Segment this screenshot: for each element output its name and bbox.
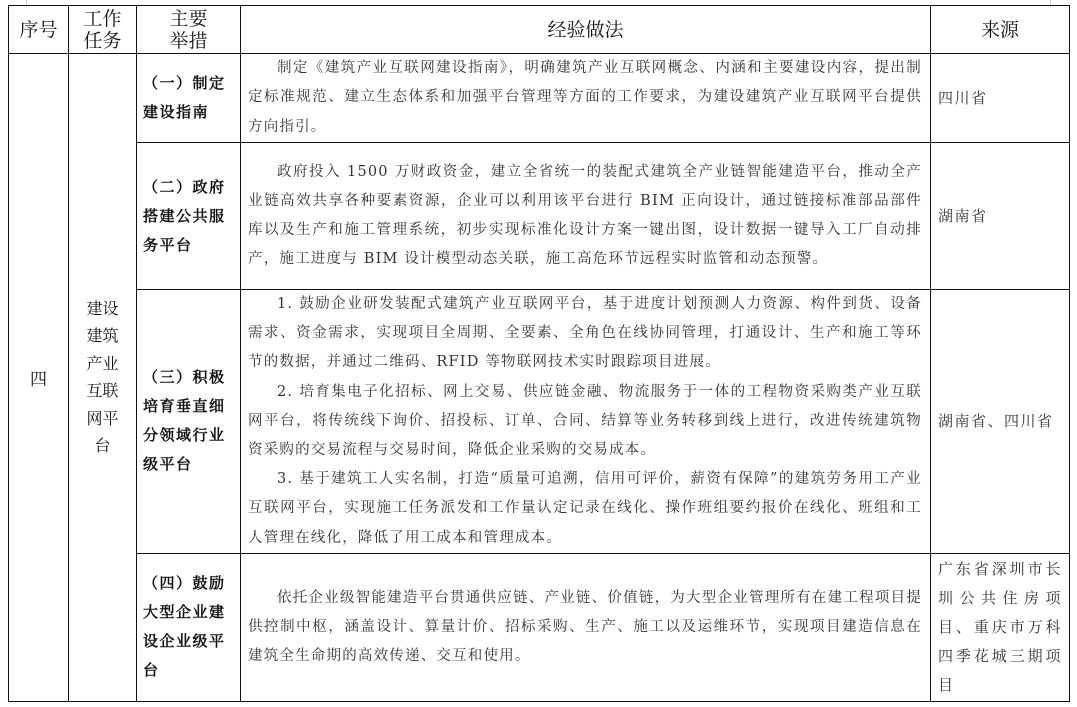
source-text: 湖南省、四川省 (938, 411, 1054, 430)
table-row (9, 143, 1070, 290)
source-cell (931, 54, 1070, 143)
header-measure-label: 主要举措 (169, 7, 208, 52)
practice-paragraph: 1. 鼓励企业研发装配式建筑产业互联网平台，基于进度计划预测人力资源、构件到货、设备需求、资金需求，实现项目全周期、全要素、全角色在线协同管理，打通设计、生产和施工等环节的数据，并通过二维码、RFID 等物联网技术实时跟踪项目进展。 (248, 296, 922, 371)
header-task (69, 6, 137, 54)
header-practice (241, 6, 931, 54)
header-seq-label: 序号 (19, 18, 58, 41)
seq-cell (9, 54, 69, 702)
table-row (9, 553, 1070, 701)
practice-cell (241, 54, 931, 143)
practice-paragraph: 政府投入 1500 万财政资金，建立全省统一的装配式建筑全产业链智能建造平台，推动全产业链高效共享各种要素资源，企业可以利用该平台进行 BIM 正向设计，通过链接标准部品部件库以及生产和施工管理系统，初步实现标准化设计方案一键出图，设计数据一键导入工厂自动排产，施工进度与 BIM 设计模型动态关联，施工高危环节远程实时监管和动态预警。 (248, 163, 922, 268)
source-text: 四川省 (938, 88, 988, 107)
task-cell (69, 54, 137, 702)
practice-paragraph: 2. 培育集电子化招标、网上交易、供应链金融、物流服务于一体的工程物资采购类产业互联网平台，将传统线下询价、招投标、订单、合同、结算等业务转移到线上进行，改进传统建筑物资采购的交易流程与交易时间，降低企业采购的交易成本。 (248, 383, 922, 459)
measure-cell (137, 553, 241, 701)
measure-text: （三）积极培育垂直细分领域行业级平台 (143, 368, 226, 474)
source-text: 广东省深圳市长圳公共住房项目、重庆市万科四季花城三期项目 (938, 559, 1063, 694)
header-source-label: 来源 (980, 18, 1019, 41)
header-measure (137, 6, 241, 54)
practice-cell (241, 143, 931, 290)
source-cell (931, 553, 1070, 701)
header-practice-label: 经验做法 (547, 18, 624, 41)
practice-paragraph: 3. 基于建筑工人实名制，打造“质量可追溯，信用可评价，薪资有保障”的建筑劳务用工产业互联网平台，实现施工任务派发和工作量认定记录在线化、操作班组要约报价在线化、班组和工人管理在线化，降低了用工成本和管理成本。 (248, 471, 922, 546)
measure-text: （一）制定建设指南 (143, 74, 226, 121)
table-row (9, 290, 1070, 554)
table-header-row (9, 6, 1070, 54)
header-source (931, 6, 1070, 54)
measure-cell (137, 290, 241, 554)
measure-text: （四）鼓励大型企业建设企业级平台 (143, 574, 226, 680)
measure-text: （二）政府搭建公共服务平台 (143, 177, 226, 254)
practice-cell (241, 290, 931, 554)
practice-paragraph: 依托企业级智能建造平台贯通供应链、产业链、价值链，为大型企业管理所有在建工程项目提供控制中枢，涵盖设计、算量计价、招标采购、生产、施工以及运维环节，实现项目建造信息在建筑全生命期的高效传递、交互和使用。 (248, 589, 922, 664)
source-cell (931, 290, 1070, 554)
source-cell (931, 143, 1070, 290)
header-task-label: 工作任务 (83, 7, 122, 52)
header-seq (9, 6, 69, 54)
measure-cell (137, 143, 241, 290)
practice-paragraph: 制定《建筑产业互联网建设指南》，明确建筑产业互联网概念、内涵和主要建设内容，提出制定标准规范、建立生态体系和加强平台管理等方面的工作要求，为建设建筑产业互联网平台提供方向指引。 (248, 60, 922, 135)
experience-practices-table (8, 5, 1070, 702)
practice-cell (241, 553, 931, 701)
table-row (9, 54, 1070, 143)
seq-value: 四 (30, 369, 47, 390)
source-text: 湖南省 (938, 206, 988, 225)
measure-cell (137, 54, 241, 143)
task-value: 建设建筑产业互联网平台 (86, 298, 119, 456)
